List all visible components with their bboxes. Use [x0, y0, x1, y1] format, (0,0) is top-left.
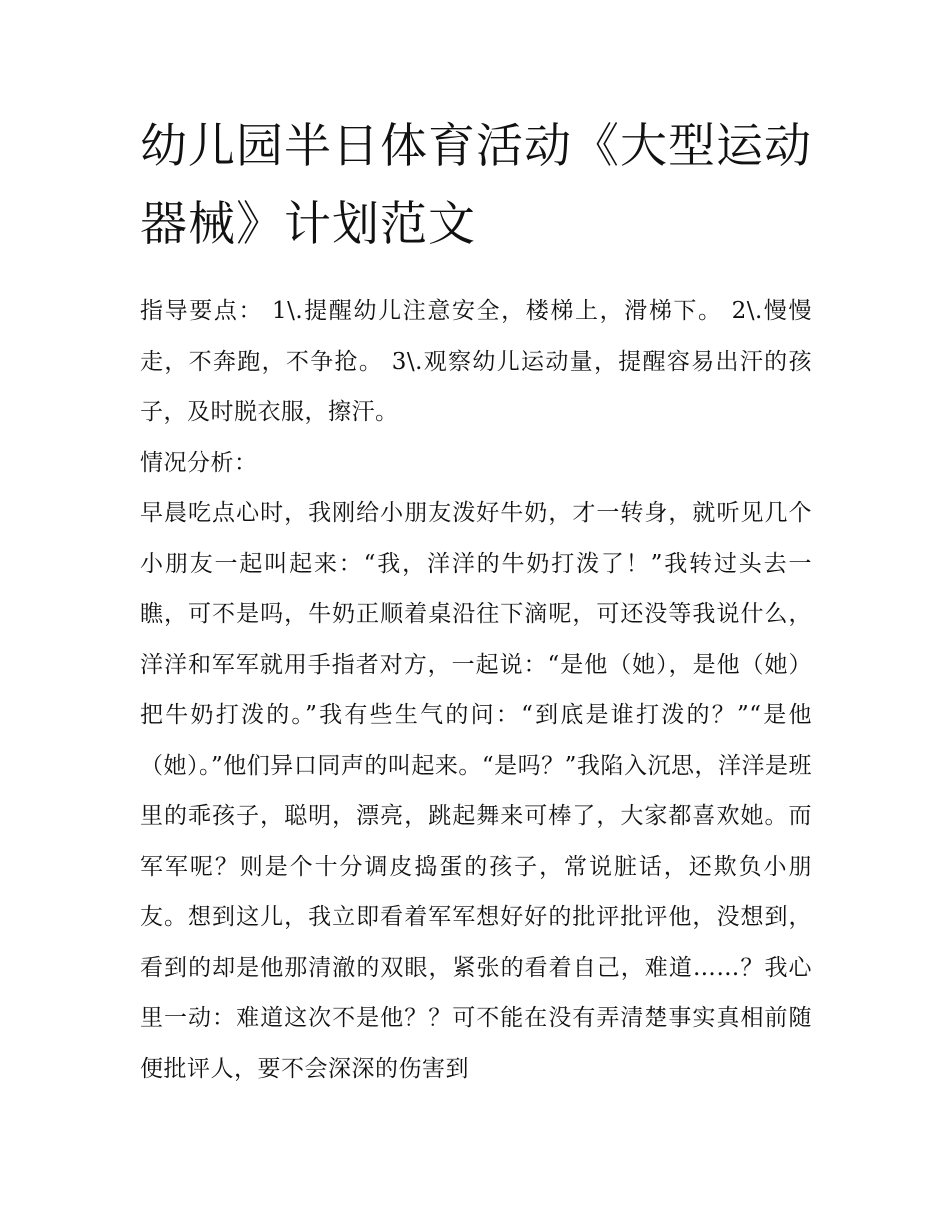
paragraph-guidance-points: 指导要点： 1\.提醒幼儿注意安全，楼梯上，滑梯下。 2\.慢慢走，不奔跑，不争抢。 3\.观察幼儿运动量，提醒容易出汗的孩子，及时脱衣服，擦汗。 — [140, 298, 812, 425]
document-page — [140, 108, 812, 1094]
paragraph-situation-heading: 情况分析： — [140, 449, 258, 476]
document-title: 幼儿园半日体育活动《大型运动器械》计划范文 — [140, 119, 812, 252]
paragraph-situation-story: 早晨吃点心时，我刚给小朋友泼好牛奶，才一转身，就听见几个小朋友一起叫起来：“我，洋洋的牛奶打泼了！”我转过头去一瞧，可不是吗，牛奶正顺着桌沿往下滴呢，可还没等我说什么，洋洋和军军就用手指者对方，一起说：“是他（她），是他（她）把牛奶打泼的。”我有些生气的问：“到底是谁打泼的？”“是他（她）。”他们异口同声的叫起来。“是吗？”我陷入沉思，洋洋是班里的乖孩子，聪明，漂亮，跳起舞来可棒了，大家都喜欢她。而军军呢？则是个十分调皮捣蛋的孩子，常说脏话，还欺负小朋友。想到这儿，我立即看着军军想好好的批评批评他，没想到，看到的却是他那清澈的双眼，紧张的看着自己，难道……？我心里一动：难道这次不是他？？可不能在没有弄清楚事实真相前随便批评人，要不会深深的伤害到 — [140, 500, 812, 1082]
document-body — [140, 286, 812, 1094]
